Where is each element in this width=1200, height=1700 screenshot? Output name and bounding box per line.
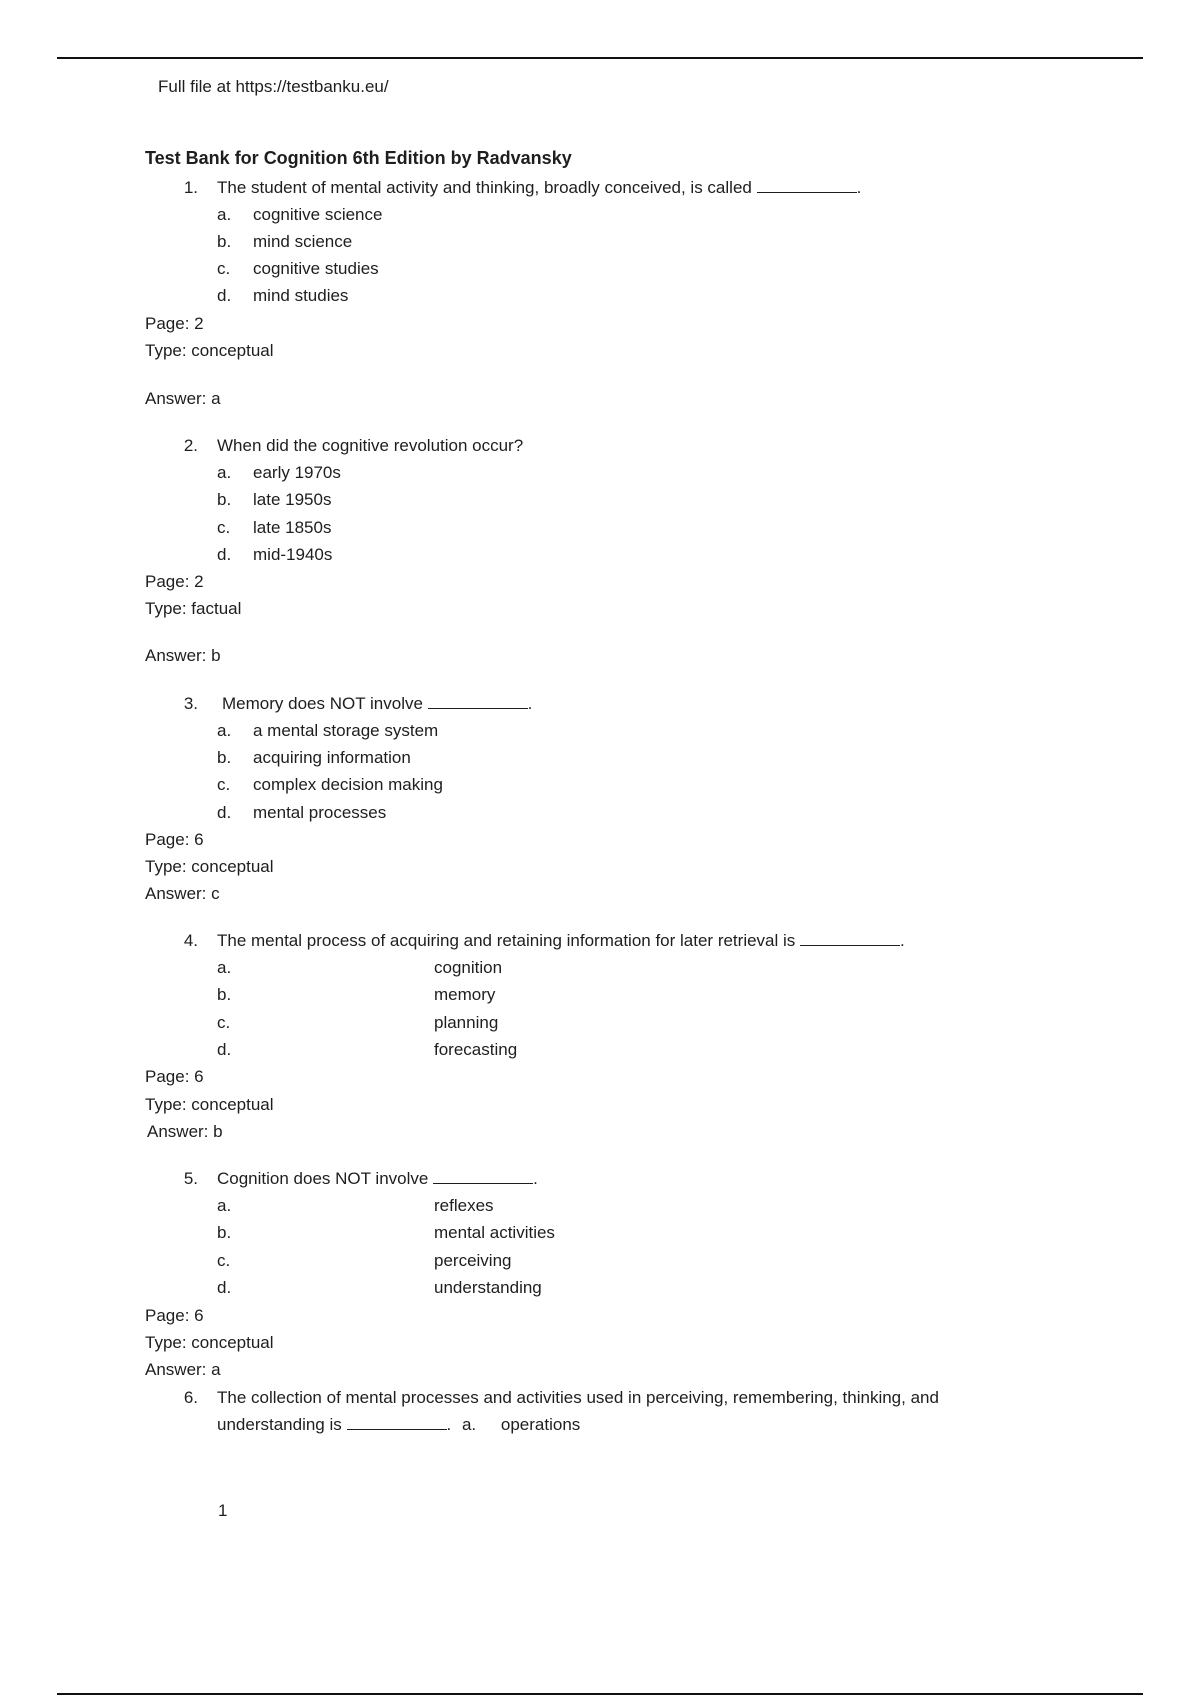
- option-text: late 1950s: [253, 490, 332, 509]
- answer-key: Answer: b: [145, 646, 221, 665]
- question-number: 4.: [183, 931, 198, 950]
- question-text: Memory does NOT involve .: [222, 694, 533, 713]
- question-text: The collection of mental processes and activities used in perceiving, remembering, thinking, and: [217, 1388, 939, 1407]
- option-text: planning: [434, 1013, 499, 1032]
- question-type: Type: conceptual: [145, 857, 274, 876]
- option-letter: c.: [217, 775, 231, 794]
- option-text: forecasting: [434, 1040, 518, 1059]
- question-text: Cognition does NOT involve .: [217, 1169, 538, 1188]
- answer-blank: [800, 931, 900, 946]
- option-letter: a.: [217, 463, 232, 482]
- option-letter: d.: [217, 545, 232, 564]
- option-text: late 1850s: [253, 518, 332, 537]
- option-text: memory: [434, 985, 496, 1004]
- option-text: operations: [500, 1415, 581, 1434]
- page-reference: Page: 2: [145, 314, 204, 333]
- option-text: early 1970s: [253, 463, 341, 482]
- option-letter: d.: [217, 286, 232, 305]
- bottom-rule: [57, 1693, 1143, 1695]
- question-number: 6.: [183, 1388, 198, 1407]
- option-text: cognition: [434, 958, 503, 977]
- option-letter: d.: [217, 1040, 232, 1059]
- option-letter: c.: [217, 1013, 231, 1032]
- page-reference: Page: 6: [145, 830, 204, 849]
- option-letter: b.: [217, 232, 232, 251]
- option-text: complex decision making: [253, 775, 443, 794]
- question-text: The student of mental activity and thinking, broadly conceived, is called .: [217, 178, 862, 197]
- page-reference: Page: 6: [145, 1306, 204, 1325]
- answer-blank: [428, 694, 528, 709]
- question-text: When did the cognitive revolution occur?: [217, 436, 524, 455]
- option-letter: b.: [217, 748, 232, 767]
- option-letter: a.: [217, 1196, 232, 1215]
- option-letter: a.: [217, 205, 232, 224]
- option-letter: b.: [217, 985, 232, 1004]
- question-text-continued: understanding is . a. operations: [217, 1415, 581, 1434]
- question-type: Type: conceptual: [145, 1095, 274, 1114]
- option-letter: d.: [217, 803, 232, 822]
- page-reference: Page: 2: [145, 572, 204, 591]
- question-text: The mental process of acquiring and retaining information for later retrieval is .: [217, 931, 905, 950]
- option-text: cognitive science: [253, 205, 383, 224]
- document-title: Test Bank for Cognition 6th Edition by Radvansky: [145, 148, 572, 168]
- option-letter: b.: [217, 1223, 232, 1242]
- page-reference: Page: 6: [145, 1067, 204, 1086]
- question-number: 5.: [183, 1169, 198, 1188]
- option-text: mental activities: [434, 1223, 555, 1242]
- option-letter: a.: [461, 1415, 477, 1434]
- option-letter: d.: [217, 1278, 232, 1297]
- answer-blank: [757, 178, 857, 193]
- question-type: Type: conceptual: [145, 341, 274, 360]
- option-text: mind studies: [253, 286, 349, 305]
- option-text: cognitive studies: [253, 259, 379, 278]
- option-text: perceiving: [434, 1251, 512, 1270]
- source-link-text[interactable]: Full file at https://testbanku.eu/: [158, 77, 389, 96]
- page-number: 1: [218, 1501, 228, 1520]
- option-letter: c.: [217, 1251, 231, 1270]
- option-letter: c.: [217, 518, 231, 537]
- answer-key: Answer: a: [145, 1360, 221, 1379]
- option-text: mind science: [253, 232, 353, 251]
- question-number: 1.: [183, 178, 198, 197]
- answer-blank: [433, 1169, 533, 1184]
- question-type: Type: conceptual: [145, 1333, 274, 1352]
- answer-blank: [347, 1415, 447, 1430]
- option-text: mental processes: [253, 803, 387, 822]
- question-number: 2.: [183, 436, 198, 455]
- option-text: a mental storage system: [253, 721, 439, 740]
- option-letter: c.: [217, 259, 231, 278]
- question-type: Type: factual: [145, 599, 242, 618]
- option-letter: b.: [217, 490, 232, 509]
- answer-key: Answer: b: [147, 1122, 223, 1141]
- answer-key: Answer: c: [145, 884, 220, 903]
- option-letter: a.: [217, 958, 232, 977]
- option-text: understanding: [434, 1278, 542, 1297]
- option-text: mid-1940s: [253, 545, 333, 564]
- top-rule: [57, 57, 1143, 59]
- option-text: acquiring information: [253, 748, 411, 767]
- option-letter: a.: [217, 721, 232, 740]
- answer-key: Answer: a: [145, 389, 221, 408]
- option-text: reflexes: [434, 1196, 494, 1215]
- question-number: 3.: [183, 694, 198, 713]
